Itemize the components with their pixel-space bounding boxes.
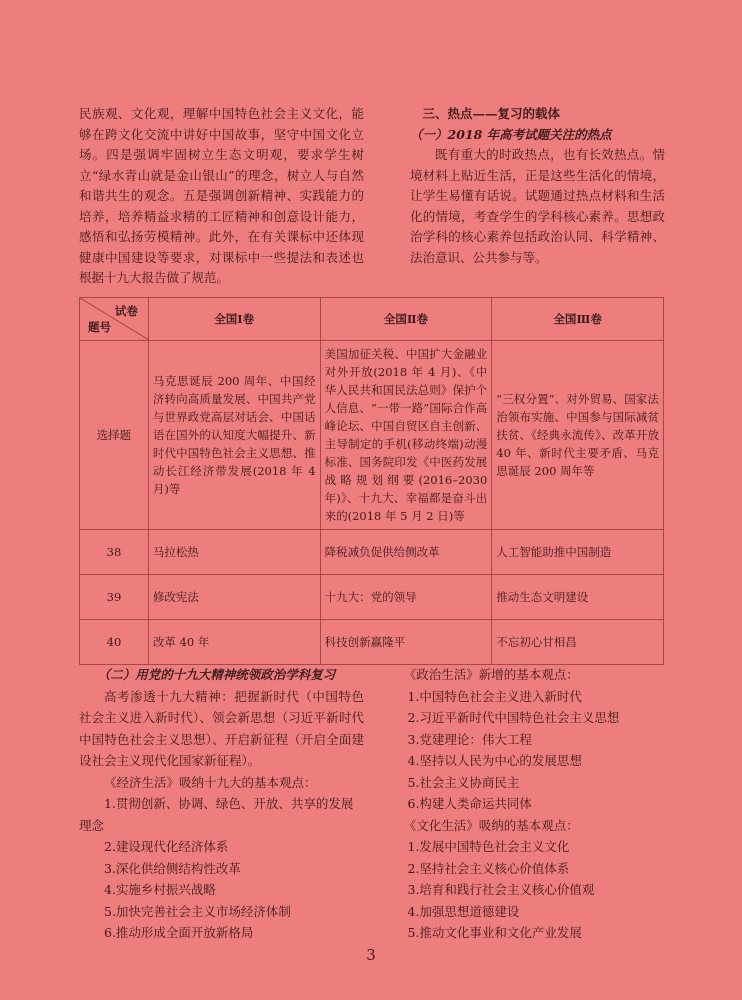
row-label: 39 (80, 575, 149, 620)
table-cell: 科技创新赢隆平 (320, 620, 492, 665)
intro-paragraph: 民族观、文化观，理解中国特色社会主义文化，能够在跨文化交流中讲好中国故事，坚守中国文化立场。四是强调牢固树立生态文明观，要求学生树立“绿水青山就是金山银山”的理念，树立人与自然和谐共生的观念。五是强调创新精神、实践能力的培养，培养精益求精的工匠精神和创意设计能力，感悟和弘扬劳模精神。此外，在有关课标中还体现健康中国建设等要求，对课标中一些提法和表述也根据十九大报告做了规范。 (79, 106, 364, 285)
right-bottom-column (400, 664, 670, 944)
list-item: 5.推动文化事业和文化产业发展 (407, 925, 582, 940)
list-item: 3.深化供给侧结构性改革 (104, 860, 241, 876)
left-top-column (79, 104, 364, 289)
table-cell: 人工智能助推中国制造 (492, 530, 664, 575)
table-row (80, 341, 664, 530)
column-header: 全国Ⅲ卷 (492, 298, 664, 341)
table-cell: 马拉松热 (148, 530, 320, 575)
exam-topics-table (79, 297, 664, 665)
list-item: 2.习近平新时代中国特色社会主义思想 (407, 710, 620, 725)
list-item: 4.加强思想道德建设 (407, 903, 520, 919)
table-cell: 降税减负促供给侧改革 (320, 530, 492, 575)
culture-heading: 《文化生活》吸纳的基本观点： (403, 817, 579, 833)
econ-heading: 《经济生活》吸纳十九大的基本观点： (104, 774, 317, 790)
table-cell: “三权分置”、对外贸易、国家法治领布实施、中国参与国际减贫扶贫、《经典永流传》、改革开放 40 年、新时代主要矛盾、马克思诞辰 200 周年等 (492, 341, 664, 530)
list-item: 5.社会主义协商民主 (407, 774, 520, 790)
list-item: 4.坚持以人民为中心的发展思想 (407, 753, 582, 768)
left-bottom-column (79, 664, 364, 944)
list-item: 5.加快完善社会主义市场经济体制 (104, 903, 291, 919)
table-cell: 马克思诞辰 200 周年、中国经济转向高质量发展、中国共产党与世界政党高层对话会、中国话语在国外的认知度大幅提升、新时代中国特色社会主义思想、推动长江经济带发展(2018 年 4 月)等 (148, 341, 320, 530)
list-item: 1.中国特色社会主义进入新时代 (407, 688, 582, 704)
table-cell: 美国加征关税、中国扩大金融业对外开放(2018 年 4 月)、《中华人民共和国民法总则》保护个人信息、“一带一路”国际合作高峰论坛、中国自贸区自主创新、主导制定的手机(移动终端)动漫标准、国务院印发《中医药发展战略规划纲要(2016–2030 年)》、十九大、幸福都是奋斗出来的(2018 年 5 月 2 日)等 (320, 341, 492, 530)
spirit-paragraph: 高考渗透十九大精神：把握新时代（中国特色社会主义进入新时代）、领会新思想（习近平新时代中国特色社会主义思想）、开启新征程（开启全面建设社会主义现代化国家新征程）。 (79, 688, 364, 768)
right-top-column (410, 104, 665, 268)
list-item: 6.推动形成全面开放新格局 (104, 925, 254, 940)
page-number: 3 (366, 946, 376, 964)
list-item: 2.建设现代化经济体系 (104, 839, 229, 854)
row-label: 选择题 (80, 341, 149, 530)
corner-label-paper: 试卷 (114, 304, 138, 318)
section-subheading: （一）2018 年高考试题关注的热点 (410, 126, 612, 142)
list-item: 3.培育和践行社会主义核心价值观 (407, 882, 595, 897)
list-item: 6.构建人类命运共同体 (407, 796, 532, 811)
column-header: 全国Ⅱ卷 (320, 298, 492, 341)
table-cell: 不忘初心甘相昌 (492, 620, 664, 665)
table-cell: 改革 40 年 (148, 620, 320, 665)
table-row (80, 620, 664, 665)
table-header-row (80, 298, 664, 341)
list-item: 4.实施乡村振兴战略 (104, 882, 216, 897)
list-item: 3.党建理论：伟大工程 (407, 731, 532, 747)
table-corner-cell (80, 298, 149, 341)
table-row (80, 575, 664, 620)
hotspot-paragraph: 既有重大的时政热点，也有长效热点。情境材料上贴近生活，正是这些生活化的情境，让学生易懂有话说。试题通过热点材料和生活化的情境，考查学生的学科核心素养。思想政治学科的核心素养包括政治认同、科学精神、法治意识、公共参与等。 (410, 147, 665, 265)
column-header: 全国Ⅰ卷 (148, 298, 320, 341)
table-cell: 推动生态文明建设 (492, 575, 664, 620)
politics-heading: 《政治生活》新增的基本观点： (403, 667, 579, 682)
list-item: 1.贯彻创新、协调、绿色、开放、共享的发展理念 (79, 796, 354, 833)
list-item: 2.坚持社会主义核心价值体系 (407, 860, 570, 876)
table-cell: 十九大：党的领导 (320, 575, 492, 620)
table-cell: 修改宪法 (148, 575, 320, 620)
row-label: 40 (80, 620, 149, 665)
section-subheading: （二）用党的十九大精神统领政治学科复习 (97, 667, 336, 682)
section-heading: 三、热点——复习的载体 (422, 106, 561, 121)
table-row (80, 530, 664, 575)
list-item: 1.发展中国特色社会主义文化 (407, 839, 570, 854)
corner-label-question: 题号 (88, 320, 111, 334)
row-label: 38 (80, 530, 149, 575)
